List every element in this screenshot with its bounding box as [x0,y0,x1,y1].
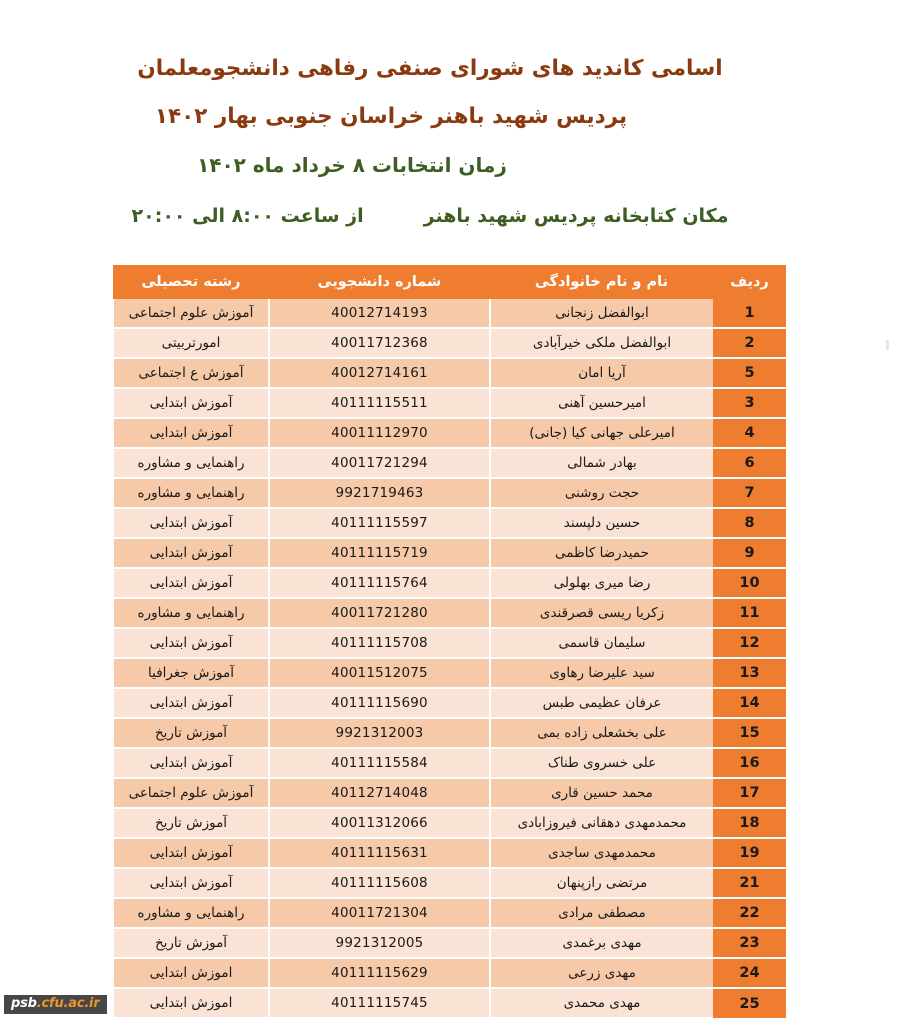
candidate-name-cell: امیرعلی جهانی کیا (جانی) [490,418,713,448]
row-index-cell: 2 [713,328,786,358]
candidate-name-cell: سلیمان قاسمی [490,628,713,658]
student-id-cell: 9921312003 [269,718,490,748]
study-field-cell: آموزش ابتدایی [113,388,269,418]
row-index-cell: 7 [713,478,786,508]
campus-subtitle: پردیس شهید باهنر خراسان جنوبی بهار ۱۴۰۲ [154,103,628,129]
row-index-cell: 19 [713,838,786,868]
row-index-cell: 25 [713,988,786,1018]
column-header-index: ردیف [713,265,786,299]
candidate-name-cell: علی خسروی طناک [490,748,713,778]
table-row [113,868,786,898]
student-id-cell: 40111115631 [269,838,490,868]
table-header [113,265,786,299]
row-index-cell: 4 [713,418,786,448]
student-id-cell: 40111115719 [269,538,490,568]
study-field-cell: آموزش ابتدایی [113,868,269,898]
table-row [113,358,786,388]
watermark-prefix: psb [11,995,37,1011]
study-field-cell: اموزش ابتدایی [113,958,269,988]
study-field-cell: آموزش ابتدایی [113,538,269,568]
study-field-cell: راهنمایی و مشاوره [113,898,269,928]
candidate-name-cell: امیرحسین آهنی [490,388,713,418]
study-field-cell: آموزش تاریخ [113,718,269,748]
study-field-cell: آموزش تاریخ [113,928,269,958]
study-field-cell: آموزش ابتدایی [113,688,269,718]
candidate-name-cell: حمیدرضا کاظمی [490,538,713,568]
candidate-name-cell: بهادر شمالی [490,448,713,478]
row-index-cell: 5 [713,358,786,388]
watermark-suffix: .cfu.ac.ir [36,995,100,1011]
candidates-table [112,265,786,1019]
table-row [113,418,786,448]
table-row [113,898,786,928]
row-index-cell: 13 [713,658,786,688]
student-id-cell: 40111115511 [269,388,490,418]
student-id-cell: 40011721294 [269,448,490,478]
candidate-name-cell: حجت روشنی [490,478,713,508]
student-id-cell: 40112714048 [269,778,490,808]
student-id-cell: 9921312005 [269,928,490,958]
table-row [113,778,786,808]
student-id-cell: 40011312066 [269,808,490,838]
table-row [113,508,786,538]
student-id-cell: 40111115690 [269,688,490,718]
candidate-name-cell: ابوالفضل ملکی خیرآبادی [490,328,713,358]
study-field-cell: آموزش علوم اجتماعی [113,299,269,328]
candidate-name-cell: رضا میری بهلولی [490,568,713,598]
row-index-cell: 22 [713,898,786,928]
row-index-cell: 21 [713,868,786,898]
row-index-cell: 3 [713,388,786,418]
row-index-cell: 6 [713,448,786,478]
study-field-cell: آموزش تاریخ [113,808,269,838]
candidates-table-container [113,265,786,1019]
student-id-cell: 40011721280 [269,598,490,628]
student-id-cell: 40011112970 [269,418,490,448]
election-date-line: زمان انتخابات ۸ خرداد ماه ۱۴۰۲ [197,153,507,177]
candidate-name-cell: حسین دلپسند [490,508,713,538]
table-row [113,988,786,1018]
candidate-name-cell: مصطفی مرادی [490,898,713,928]
table-body [113,299,786,1018]
table-row [113,478,786,508]
study-field-cell: آموزش ابتدایی [113,748,269,778]
student-id-cell: 40012714161 [269,358,490,388]
poster-headings [0,0,900,227]
table-row [113,328,786,358]
candidate-name-cell: محمدمهدی ساجدی [490,838,713,868]
candidate-name-cell: محمدمهدی دهقانی فیروزابادی [490,808,713,838]
row-index-cell: 23 [713,928,786,958]
column-header-field: رشته تحصیلی [113,265,269,299]
election-place-line: مکان کتابخانه پردیس شهید باهنر [423,205,729,227]
column-header-name: نام و نام خانوادگی [490,265,713,299]
student-id-cell: 40111115584 [269,748,490,778]
row-index-cell: 12 [713,628,786,658]
row-index-cell: 15 [713,718,786,748]
study-field-cell: اموزش ابتدایی [113,988,269,1018]
row-index-cell: 16 [713,748,786,778]
candidate-name-cell: علی بخشعلی زاده بمی [490,718,713,748]
study-field-cell: آموزش ابتدایی [113,508,269,538]
table-row [113,808,786,838]
student-id-cell: 40111115745 [269,988,490,1018]
row-index-cell: 11 [713,598,786,628]
election-time-line: از ساعت ۸:۰۰ الی ۲۰:۰۰ [131,205,364,227]
column-header-student-id: شماره دانشجویی [269,265,490,299]
table-row [113,299,786,328]
candidate-name-cell: ابوالفضل زنجانی [490,299,713,328]
candidate-name-cell: مرتضی رازپنهان [490,868,713,898]
candidate-name-cell: زکریا ریسی قصرقندی [490,598,713,628]
study-field-cell: امورتربیتی [113,328,269,358]
student-id-cell: 40111115708 [269,628,490,658]
student-id-cell: 9921719463 [269,478,490,508]
site-watermark [4,995,107,1014]
candidate-name-cell: مهدی زرعی [490,958,713,988]
table-row [113,688,786,718]
table-row [113,598,786,628]
page-title: اسامی کاندید های شورای صنفی رفاهی دانشجومعلمان [137,56,723,81]
table-row [113,958,786,988]
student-id-cell: 40011512075 [269,658,490,688]
row-index-cell: 17 [713,778,786,808]
study-field-cell: آموزش علوم اجتماعی [113,778,269,808]
study-field-cell: آموزش ابتدایی [113,628,269,658]
student-id-cell: 40111115608 [269,868,490,898]
study-field-cell: راهنمایی و مشاوره [113,478,269,508]
study-field-cell: آموزش جغرافیا [113,658,269,688]
table-row [113,568,786,598]
table-row [113,628,786,658]
table-row [113,448,786,478]
student-id-cell: 40012714193 [269,299,490,328]
student-id-cell: 40011721304 [269,898,490,928]
table-row [113,718,786,748]
study-field-cell: آموزش ابتدایی [113,838,269,868]
candidate-name-cell: سید علیرضا رهاوی [490,658,713,688]
student-id-cell: 40011712368 [269,328,490,358]
study-field-cell: آموزش ابتدایی [113,418,269,448]
table-header-row [113,265,786,299]
candidate-name-cell: آریا امان [490,358,713,388]
table-row [113,658,786,688]
table-row [113,388,786,418]
table-row [113,838,786,868]
student-id-cell: 40111115629 [269,958,490,988]
study-field-cell: آموزش ابتدایی [113,568,269,598]
student-id-cell: 40111115597 [269,508,490,538]
row-index-cell: 8 [713,508,786,538]
scan-artifact [886,340,889,350]
student-id-cell: 40111115764 [269,568,490,598]
details-row [0,205,900,227]
row-index-cell: 9 [713,538,786,568]
study-field-cell: راهنمایی و مشاوره [113,598,269,628]
study-field-cell: آموزش ع اجتماعی [113,358,269,388]
table-row [113,748,786,778]
candidate-name-cell: مهدی محمدی [490,988,713,1018]
table-row [113,538,786,568]
row-index-cell: 1 [713,299,786,328]
row-index-cell: 14 [713,688,786,718]
row-index-cell: 24 [713,958,786,988]
candidate-name-cell: عرفان عظیمی طبس [490,688,713,718]
table-row [113,928,786,958]
candidate-name-cell: محمد حسین قاری [490,778,713,808]
row-index-cell: 10 [713,568,786,598]
row-index-cell: 18 [713,808,786,838]
study-field-cell: راهنمایی و مشاوره [113,448,269,478]
candidate-name-cell: مهدی برغمدی [490,928,713,958]
